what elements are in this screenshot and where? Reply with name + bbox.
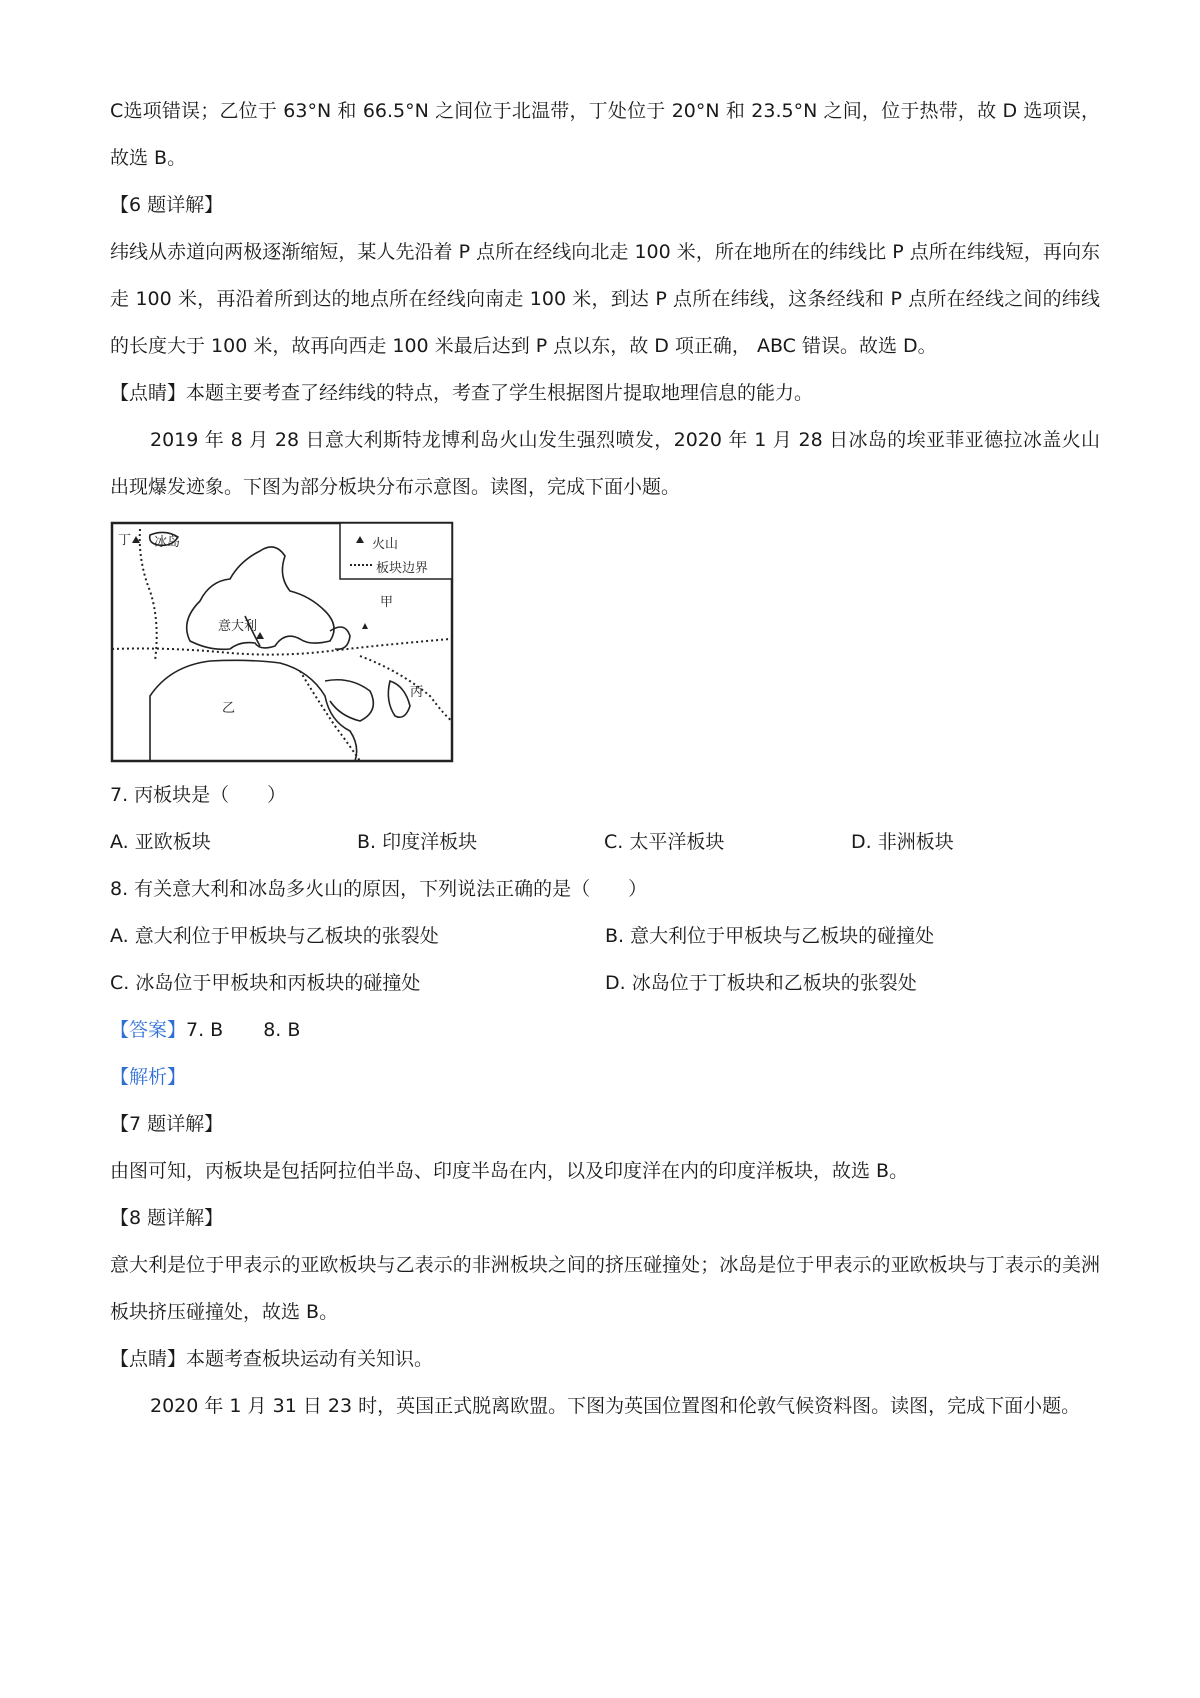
plate-map-figure <box>110 521 455 764</box>
dianjing-note-1: 【点睛】本题主要考查了经纬线的特点，考查了学生根据图片提取地理信息的能力。 <box>110 382 814 404</box>
analysis-label: 【解析】 <box>110 1066 187 1088</box>
q8-option-d: D. 冰岛位于丁板块和乙板块的张裂处 <box>605 972 917 994</box>
legend-volcano-label: 火山 <box>372 537 399 552</box>
map-label-bing: 丙 <box>410 685 424 700</box>
q7-option-c: C. 太平洋板块 <box>604 831 725 853</box>
map-label-italy: 意大利 <box>218 619 258 634</box>
answer-label: 【答案】 <box>110 1019 187 1041</box>
question-8-stem: 8. 有关意大利和冰岛多火山的原因，下列说法正确的是（ ） <box>110 878 648 900</box>
paragraph-q6-explanation: 纬线从赤道向两极逐渐缩短，某人先沿着 P 点所在经线向北走 100 米，所在地所在的纬线比 P 点所在纬线短，再向东走 100 米，再沿着所到达的地点所在经线向南走 100 米，到达 P 点所在纬线，这条经线和 P 点所在经线之间的纬线的长度大于 100 米，故再向西走 100 米最后达到 P 点以东，故 D 项正确， ABC 错误。故选 D。 <box>110 241 1100 357</box>
question-7-stem: 7. 丙板块是（ ） <box>110 784 287 806</box>
map-label-iceland: 冰岛 <box>154 535 181 550</box>
q7-option-a: A. 亚欧板块 <box>110 831 211 853</box>
question-8-options-row2 <box>110 960 1100 1007</box>
q8-option-c: C. 冰岛位于甲板块和丙板块的碰撞处 <box>110 972 421 994</box>
q7-option-d: D. 非洲板块 <box>851 831 954 853</box>
document-page <box>110 88 1100 1430</box>
answer-line <box>110 1007 1100 1054</box>
map-label-ding: 丁 <box>118 533 132 548</box>
legend-boundary-label: 板块边界 <box>376 561 429 576</box>
q7-option-b: B. 印度洋板块 <box>357 831 478 853</box>
map-label-jia: 甲 <box>380 595 394 610</box>
paragraph-prev-explanation: C选项错误；乙位于 63°N 和 66.5°N 之间位于北温带，丁处位于 20°N 和 23.5°N 之间，位于热带，故 D 选项误，故选 B。 <box>110 100 1100 169</box>
answer-7: 7. B <box>186 1019 224 1041</box>
q8-option-a: A. 意大利位于甲板块与乙板块的张裂处 <box>110 925 439 947</box>
heading-q7-detail: 【7 题详解】 <box>110 1113 224 1135</box>
paragraph-q7-explanation: 由图可知，丙板块是包括阿拉伯半岛、印度半岛在内，以及印度洋在内的印度洋板块，故选 B。 <box>110 1160 909 1182</box>
heading-q6-detail: 【6 题详解】 <box>110 194 224 216</box>
paragraph-volcano-intro: 2019 年 8 月 28 日意大利斯特龙博利岛火山发生强烈喷发，2020 年 1 月 28 日冰岛的埃亚菲亚德拉冰盖火山出现爆发迹象。下图为部分板块分布示意图。读图，完成下面小题。 <box>110 429 1100 498</box>
question-8-options-row1 <box>110 913 1100 960</box>
paragraph-q8-explanation: 意大利是位于甲表示的亚欧板块与乙表示的非洲板块之间的挤压碰撞处；冰岛是位于甲表示的亚欧板块与丁表示的美洲板块挤压碰撞处，故选 B。 <box>110 1254 1100 1323</box>
q8-option-b: B. 意大利位于甲板块与乙板块的碰撞处 <box>605 925 935 947</box>
dianjing-note-2: 【点睛】本题考查板块运动有关知识。 <box>110 1348 434 1370</box>
answer-8: 8. B <box>263 1019 301 1041</box>
paragraph-brexit-intro: 2020 年 1 月 31 日 23 时，英国正式脱离欧盟。下图为英国位置图和伦敦气候资料图。读图，完成下面小题。 <box>150 1395 1081 1417</box>
heading-q8-detail: 【8 题详解】 <box>110 1207 224 1229</box>
question-7-options <box>110 819 1100 866</box>
map-label-yi: 乙 <box>222 701 236 716</box>
